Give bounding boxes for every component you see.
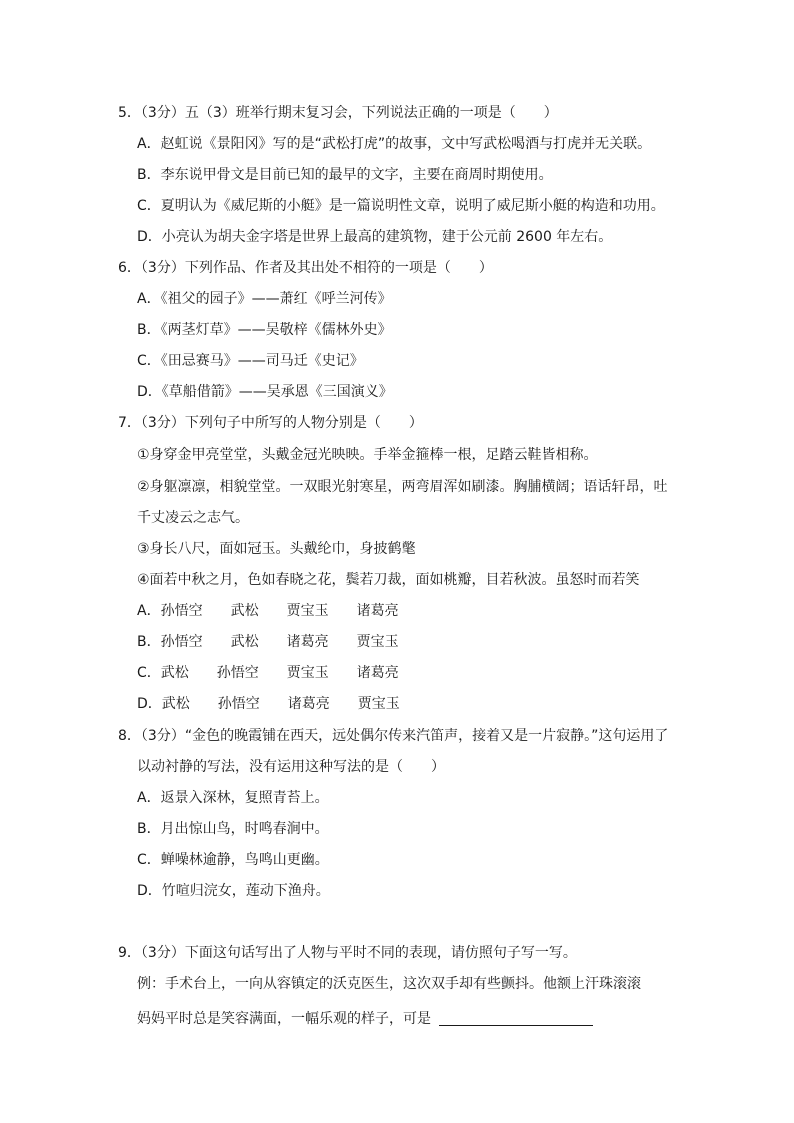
question-7-option-d: D．武松 孙悟空 诸葛亮 贾宝玉 <box>137 696 400 712</box>
question-6-option-b: B．《两茎灯草》——吴敬梓《儒林外史》 <box>137 322 392 338</box>
question-8-option-c: C．蝉噪林逾静，鸟鸣山更幽。 <box>137 852 329 868</box>
question-8-stem-line-2: 以动衬静的写法，没有运用这种写法的是（ ） <box>137 759 445 775</box>
question-7-sentence-4: ④面若中秋之月，色如春晓之花，鬓若刀裁，面如桃瓣，目若秋波。虽怒时而若笑 <box>137 572 640 588</box>
question-6-option-d: D．《草船借箭》——吴承恩《三国演义》 <box>137 384 393 400</box>
question-7-sentence-1: ①身穿金甲亮堂堂，头戴金冠光映映。手举金箍棒一根，足踏云鞋皆相称。 <box>137 447 598 463</box>
question-9-example: 例：手术台上，一向从容镇定的沃克医生，这次双手却有些颤抖。他额上汗珠滚滚 <box>137 976 641 992</box>
question-8-option-a: A．返景入深林，复照青苔上。 <box>137 790 329 806</box>
answer-blank[interactable] <box>439 1011 593 1026</box>
question-6-option-c: C．《田忌赛马》——司马迁《史记》 <box>137 353 364 369</box>
question-6-stem: 6．（3分）下列作品、作者及其出处不相符的一项是（ ） <box>118 260 493 276</box>
question-7-sentence-2-cont: 千丈凌云之志气。 <box>137 510 249 526</box>
question-6-option-a: A．《祖父的园子》——萧红《呼兰河传》 <box>137 291 392 307</box>
question-7-option-a: A．孙悟空 武松 贾宝玉 诸葛亮 <box>137 603 399 619</box>
question-7-sentence-2: ②身躯凛凛，相貌堂堂。一双眼光射寒星，两弯眉浑如刷漆。胸脯横阔；语话轩昂，吐 <box>137 479 668 495</box>
question-5-stem: 5．（3分）五（3）班举行期末复习会，下列说法正确的一项是（ ） <box>118 105 558 121</box>
question-8-option-b: B．月出惊山鸟，时鸣春涧中。 <box>137 821 329 837</box>
question-7-option-b: B．孙悟空 武松 诸葛亮 贾宝玉 <box>137 634 399 650</box>
question-5-option-d: D．小亮认为胡夫金字塔是世界上最高的建筑物，建于公元前 2600 年左右。 <box>137 229 613 245</box>
question-7-sentence-3: ③身长八尺，面如冠玉。头戴纶巾，身披鹤氅 <box>137 541 416 557</box>
question-9-prompt-line <box>137 1010 593 1028</box>
question-7-stem: 7．（3分）下列句子中所写的人物分别是（ ） <box>118 415 423 431</box>
question-5-option-c: C．夏明认为《威尼斯的小艇》是一篇说明性文章，说明了威尼斯小艇的构造和功用。 <box>137 198 665 214</box>
question-7-option-c: C．武松 孙悟空 贾宝玉 诸葛亮 <box>137 665 399 681</box>
question-8-stem-line-1: 8．（3分）“金色的晚霞铺在西天，远处偶尔传来汽笛声，接着又是一片寂静。”这句运用了 <box>118 728 669 744</box>
question-5-option-a: A．赵虹说《景阳冈》写的是“武松打虎”的故事，文中写武松喝酒与打虎并无关联。 <box>137 136 652 152</box>
question-5-option-b: B．李东说甲骨文是目前已知的最早的文字，主要在商周时期使用。 <box>137 167 553 183</box>
question-8-option-d: D．竹喧归浣女，莲动下渔舟。 <box>137 883 330 899</box>
question-9-prompt: 妈妈平时总是笑容满面，一幅乐观的样子，可是 <box>137 1011 431 1027</box>
question-9-stem: 9．（3分）下面这句话写出了人物与平时不同的表现，请仿照句子写一写。 <box>118 945 577 961</box>
